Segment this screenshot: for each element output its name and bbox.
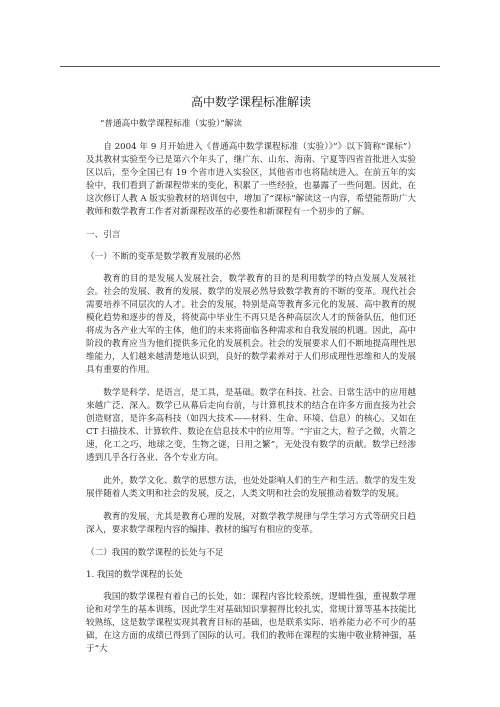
body-paragraph: 我国的数学课程有着自己的长处，如：课程内容比较系统，逻辑性强，重视数学理论和对学生的基本训练，因此学生对基础知识掌握得比较扎实，常规计算等基本技能比较熟练，这是数学课程实现其教育目标的基础，也是联系实际、培养能力必不可少的基础，在这方面的成绩已得到了国际的认可。我们的教师在课程的实施中敬业精神强，基于“大	[86, 592, 416, 654]
body-paragraph: 教育的发展，尤其是教育心理的发展，对数学教学规律与学生学习方式等研究日趋深入，要求数学课程内容的编排、教材的编写有相应的变革。	[86, 512, 416, 535]
document-subtitle: “普通高中数学课程标准（实验）”解读	[100, 119, 242, 129]
subsection-heading: （二）我国的数学课程的长处与不足	[86, 548, 224, 558]
intro-paragraph: 自 2004 年 9 月开始进入《普通高中数学课程标准（实验）》”》以下简称“课标”）及其教材实验至今已是第六个年头了，继广东、山东、海南、宁夏等四省首批进入实验区以后，至今全国已有 19 个省市进入实验区，其他省市也将陆续进入。在前五年的实验中，我们看到了新课程带来的变化，积累了一些经验，也暴露了一些问题。因此，在这次修订人教 A 版实验教材的培训包中，增加了“课标”解读这一内容，希望能帮助广大教师和数学教育工作者对新课程改革的必要性和新课程有一个初步的了解。	[86, 142, 416, 217]
document-title: 高中数学课程标准解读	[190, 95, 311, 109]
header-rule	[60, 66, 440, 67]
section-heading: 一、引言	[86, 230, 121, 240]
document-body	[86, 94, 416, 666]
body-paragraph: 教育的目的是发展人发展社会，数学教育的目的是利用数学的特点发展人发展社会。社会的发展、教育的发展、数学的发展必然导致数学教育的不断的变革。现代社会需要培养不同层次的人才。社会的发展，特别是高等教育多元化的发展、高中教育的规模化趋势和逐步的普及，将使高中毕业生不再只是各种高层次人才的预备队伍，他们还将成为各产业大军的主体，他们的未来将面临各种需求和自我发展的机遇。因此，高中阶段的教育应当为他们提供多元化的发展机会。社会的发展要求人们不断地提高理性思维能力，人们越来越清楚地认识到，良好的数学素养对于人们形成理性思维和人的发展具有重要的作用。	[86, 274, 416, 375]
subsubsection-heading: 1. 我国的数学课程的长处	[86, 570, 183, 580]
body-paragraph: 数学是科学、是语言，是工具，是基础。数学在科技、社会、日常生活中的应用越来越广泛、深入。数学已从幕后走向台前，与计算机技术的结合在许多方面直接为社会创造财富，是许多高科技（如四大技术——材料、生命、环境、信息）的核心。又如在 CT 扫描技术、计算软件、数论在信息技术中的应用等。“宇宙之大，粒子之微，火箭之速，化工之巧，地球之变，生物之谜，日用之繁”，无处没有数学的贡献。数学已经渗透到几乎各行各业、各个专业方向。	[86, 388, 416, 463]
body-paragraph: 此外，数学文化、数学的思想方法，也处处影响人们的生产和生活。数学的发生发展伴随着人类文明和社会的发展，反之，人类文明和社会的发展推动着数学的发展。	[86, 476, 416, 499]
subsection-heading: （一）不断的变革是数学教育发展的必然	[86, 252, 241, 262]
